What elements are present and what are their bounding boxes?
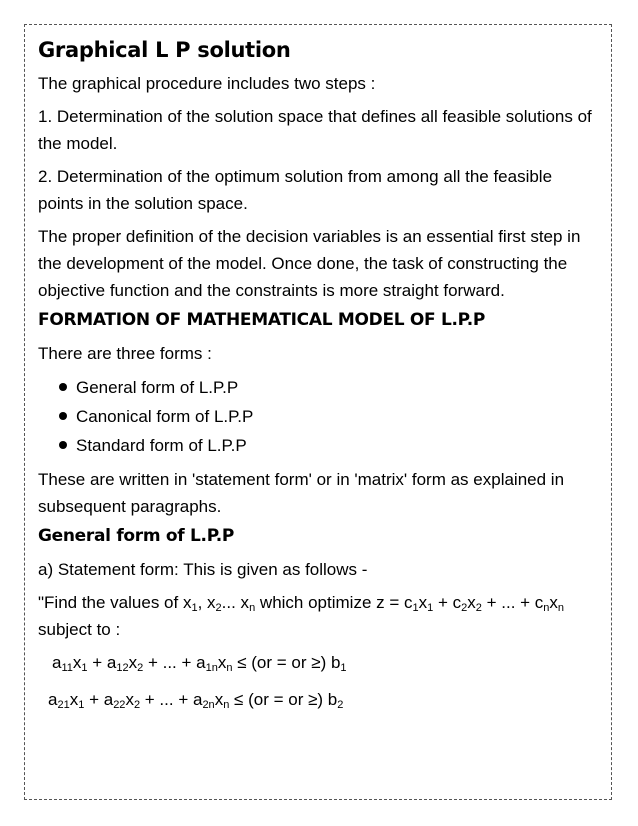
list-item: General form of L.P.P bbox=[38, 373, 598, 402]
list-item: Standard form of L.P.P bbox=[38, 431, 598, 460]
step-2: 2. Determination of the optimum solution from among all the feasible points in the solution space. bbox=[38, 167, 553, 213]
forms-list bbox=[38, 373, 598, 460]
definition-paragraph: The proper definition of the decision variables is an essential first step in the development of the model. Once done, the task of constructing the objective function and the constraints is more straight forward. bbox=[38, 227, 581, 300]
subsection-heading: General form of L.P.P bbox=[38, 526, 235, 546]
section-heading: FORMATION OF MATHEMATICAL MODEL OF L.P.P bbox=[38, 310, 486, 330]
document-body bbox=[38, 38, 598, 723]
page-title: Graphical L P solution bbox=[38, 38, 291, 62]
intro-paragraph: The graphical procedure includes two steps : bbox=[38, 74, 376, 93]
objective-statement: "Find the values of $x_1$, $x_2$... $x_n$ which optimize $z = c_1x_1 + c_2x_2$ + ... + $c_nx_n$ subject to : bbox=[38, 593, 565, 639]
statement-intro: a) Statement form: This is given as follows - bbox=[38, 560, 368, 579]
list-item: Canonical form of L.P.P bbox=[38, 402, 598, 431]
constraint-1: $a_{11}x_1 + a_{12}x_2$ + ... + $a_{1n}x_n \le (or$ = or ≥) $b_1$ bbox=[52, 653, 347, 674]
forms-intro: There are three forms : bbox=[38, 344, 212, 363]
step-1: 1. Determination of the solution space that defines all feasible solutions of the model. bbox=[38, 107, 592, 153]
constraint-2: $a_{21}x_1 + a_{22}x_2$ + ... + $a_{2n}x_n \le (or$ = or ≥) $b_2$ bbox=[48, 690, 344, 711]
forms-note: These are written in 'statement form' or in 'matrix' form as explained in subsequent paragraphs. bbox=[38, 470, 565, 516]
